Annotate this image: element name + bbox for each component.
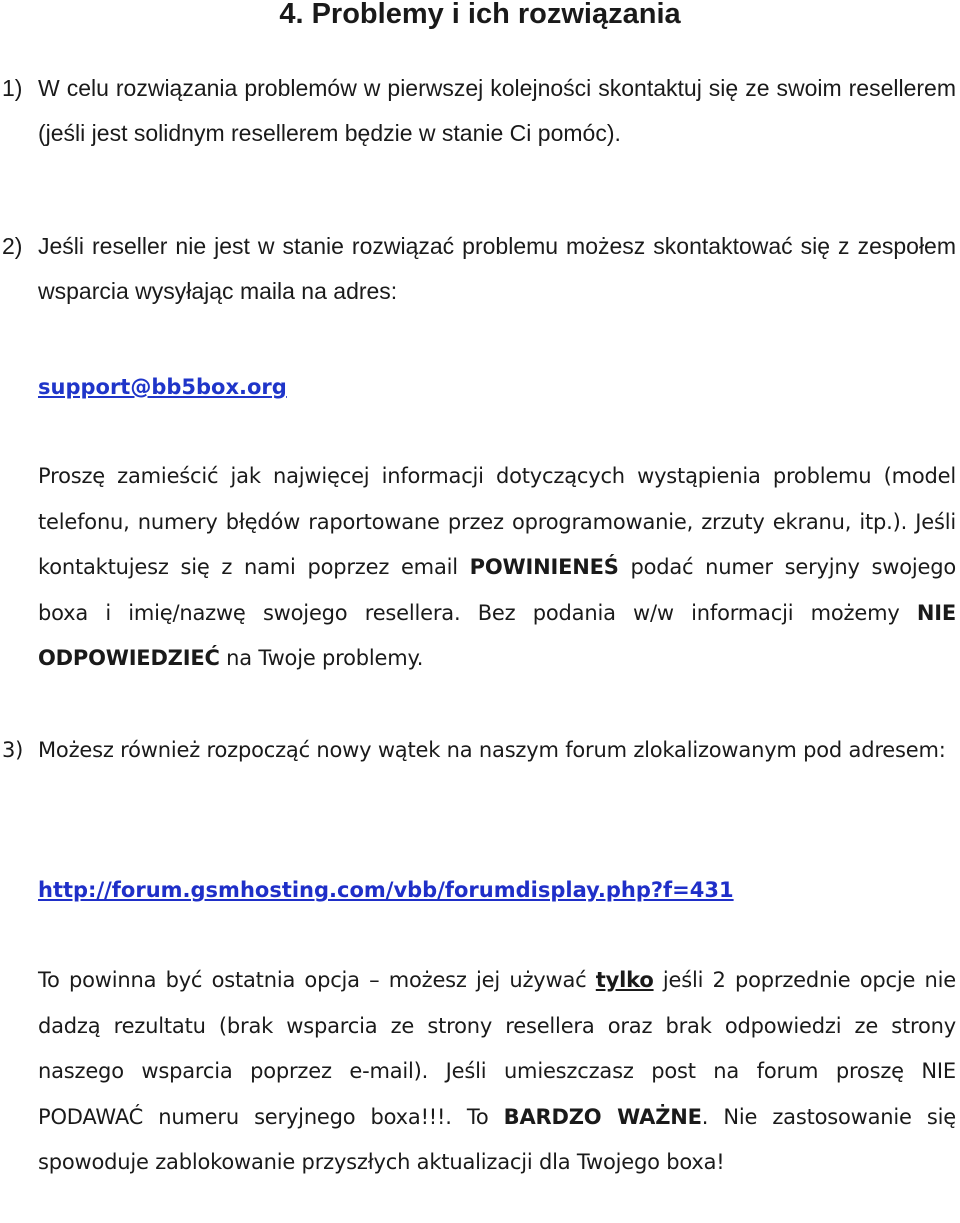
support-email-paragraph (38, 365, 956, 412)
list-item-3 (2, 728, 956, 774)
info-strong-no-reply: NIE ODPOWIEDZIEĆ (38, 600, 956, 670)
info-text-2: podać numer seryjny swojego boxa i imię/nazwę swojego resellera. Bez podania w/w informacji możemy (38, 555, 956, 625)
list-number-2: 2) (2, 233, 23, 259)
info-text-3: na Twoje problemy. (219, 646, 424, 670)
list-item-1 (2, 66, 956, 156)
forum-url-link[interactable]: http://forum.gsmhosting.com/vbb/forumdisplay.php?f=431 (38, 878, 734, 902)
last-paragraph (38, 958, 956, 1186)
list-number-3: 3) (2, 738, 24, 762)
last-text-2: jeśli 2 poprzednie opcje nie dadzą rezultatu (brak wsparcia ze strony resellera oraz brak odpowiedzi ze strony naszego wsparcia poprzez e-mail). Jeśli umieszczasz post na forum proszę NIE PODAWAĆ numeru seryjnego boxa!!!. To (38, 968, 956, 1129)
section-heading: 4. Problemy i ich rozwiązania (279, 0, 681, 30)
info-strong-must: POWINIENEŚ (469, 555, 619, 579)
list-number-1: 1) (2, 75, 23, 101)
forum-url-paragraph (38, 868, 956, 915)
info-paragraph (38, 454, 956, 682)
last-text-3: . Nie zastosowanie się spowoduje zablokowanie przyszłych aktualizacji dla Twojego boxa! (38, 1104, 956, 1174)
list-item-1-text: W celu rozwiązania problemów w pierwszej kolejności skontaktuj się ze swoim resellerem (jeśli jest solidnym resellerem będzie w stanie Ci pomóc). (38, 75, 956, 146)
list-item-2-text: Jeśli reseller nie jest w stanie rozwiązać problemu możesz skontaktować się z zespołem wsparcia wysyłając maila na adres: (38, 233, 956, 304)
list-item-2 (2, 224, 956, 314)
last-strong-important: BARDZO WAŻNE (503, 1104, 702, 1129)
list-item-3-text: Możesz również rozpocząć nowy wątek na naszym forum zlokalizowanym pod adresem: (38, 738, 946, 762)
last-strong-only: tylko (595, 968, 654, 992)
support-email-link[interactable]: support@bb5box.org (38, 375, 287, 399)
last-text-1: To powinna być ostatnia opcja – możesz jej używać (38, 968, 596, 992)
info-text-1: Proszę zamieścić jak najwięcej informacji dotyczących wystąpienia problemu (model telefonu, numery błędów raportowane przez oprogramowanie, zrzuty ekranu, itp.). Jeśli kontaktujesz się z nami poprzez email (38, 464, 956, 579)
